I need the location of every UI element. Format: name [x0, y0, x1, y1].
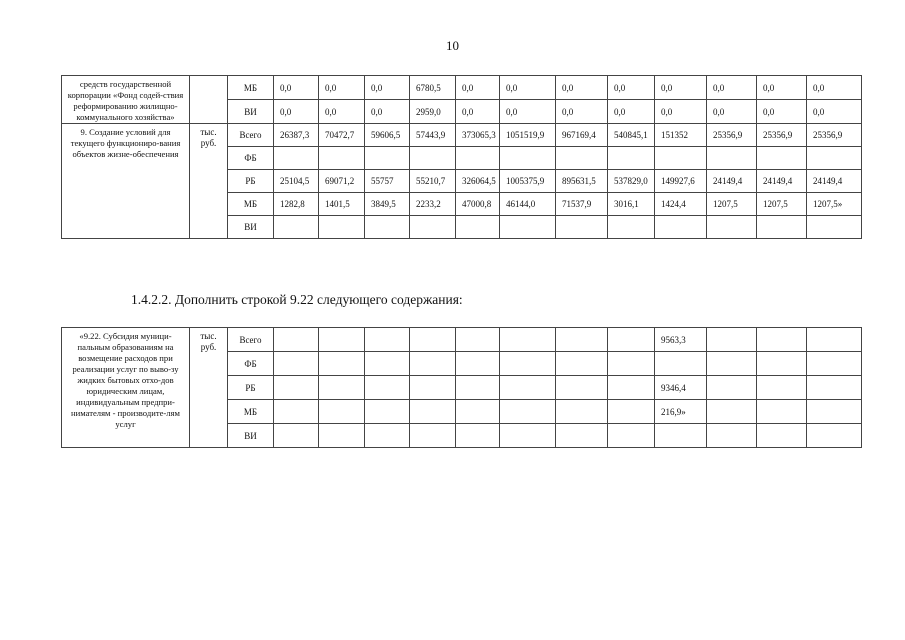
budget-table-continued — [61, 75, 862, 239]
value-cell: 24149,4 — [807, 170, 862, 193]
value-cell — [500, 376, 556, 400]
funding-source: ВИ — [228, 424, 274, 448]
funding-source: МБ — [228, 193, 274, 216]
value-cell — [608, 147, 655, 170]
funding-source: РБ — [228, 376, 274, 400]
value-cell — [365, 376, 410, 400]
value-cell — [456, 400, 500, 424]
value-cell — [807, 147, 862, 170]
value-cell: 47000,8 — [456, 193, 500, 216]
value-cell: 25356,9 — [807, 124, 862, 147]
value-cell: 69071,2 — [319, 170, 365, 193]
value-cell: 2233,2 — [410, 193, 456, 216]
value-cell — [365, 216, 410, 239]
value-cell — [707, 424, 757, 448]
value-cell — [456, 376, 500, 400]
value-cell: 326064,5 — [456, 170, 500, 193]
value-cell — [757, 352, 807, 376]
value-cell — [655, 147, 707, 170]
value-cell — [556, 352, 608, 376]
value-cell: 1051519,9 — [500, 124, 556, 147]
value-cell — [757, 328, 807, 352]
value-cell — [608, 424, 655, 448]
instruction-paragraph: 1.4.2.2. Дополнить строкой 9.22 следующего содержания: — [131, 292, 463, 307]
funding-source: МБ — [228, 76, 274, 100]
value-cell — [456, 216, 500, 239]
value-cell — [556, 376, 608, 400]
value-cell — [707, 400, 757, 424]
value-cell: 59606,5 — [365, 124, 410, 147]
value-cell: 0,0 — [707, 76, 757, 100]
row-unit: тыс. руб. — [190, 328, 228, 448]
value-cell: 0,0 — [500, 100, 556, 124]
value-cell — [274, 376, 319, 400]
value-cell: 71537,9 — [556, 193, 608, 216]
value-cell — [807, 328, 862, 352]
value-cell — [556, 400, 608, 424]
value-cell: 0,0 — [500, 76, 556, 100]
value-cell: 0,0 — [456, 100, 500, 124]
value-cell: 0,0 — [608, 76, 655, 100]
value-cell: 3849,5 — [365, 193, 410, 216]
value-cell — [365, 328, 410, 352]
value-cell — [274, 328, 319, 352]
value-cell — [500, 424, 556, 448]
value-cell — [500, 328, 556, 352]
value-cell: 0,0 — [274, 76, 319, 100]
value-cell — [556, 216, 608, 239]
value-cell: 0,0 — [365, 100, 410, 124]
value-cell: 0,0 — [319, 100, 365, 124]
value-cell: 216,9» — [655, 400, 707, 424]
table-row — [62, 76, 862, 100]
value-cell: 537829,0 — [608, 170, 655, 193]
value-cell: 0,0 — [456, 76, 500, 100]
value-cell: 0,0 — [608, 100, 655, 124]
value-cell: 9563,3 — [655, 328, 707, 352]
funding-source: Всего — [228, 328, 274, 352]
funding-source: РБ — [228, 170, 274, 193]
funding-source: ВИ — [228, 216, 274, 239]
funding-source: ВИ — [228, 100, 274, 124]
funding-source: ФБ — [228, 352, 274, 376]
value-cell: 55757 — [365, 170, 410, 193]
value-cell: 2959,0 — [410, 100, 456, 124]
value-cell: 24149,4 — [757, 170, 807, 193]
row-description: средств государственной корпорации «Фонд содей-ствия реформированию жилищно-коммунального хозяйства» — [62, 76, 190, 124]
value-cell: 1005375,9 — [500, 170, 556, 193]
value-cell: 0,0 — [707, 100, 757, 124]
value-cell — [365, 400, 410, 424]
value-cell — [456, 352, 500, 376]
value-cell — [807, 400, 862, 424]
value-cell — [807, 376, 862, 400]
value-cell: 1207,5 — [707, 193, 757, 216]
funding-source: ФБ — [228, 147, 274, 170]
value-cell: 6780,5 — [410, 76, 456, 100]
value-cell — [707, 376, 757, 400]
value-cell — [319, 216, 365, 239]
value-cell: 1282,8 — [274, 193, 319, 216]
row-description: «9.22. Субсидия муници-пальным образованиям на возмещение расходов при реализации услуг по выво-зу жидких бытовых отхо-дов юридическим лицам, индивидуальным предпри-нимателям - производите-лям услуг — [62, 328, 190, 448]
value-cell: 967169,4 — [556, 124, 608, 147]
value-cell — [655, 216, 707, 239]
value-cell — [500, 352, 556, 376]
value-cell — [608, 400, 655, 424]
value-cell — [410, 400, 456, 424]
value-cell — [655, 352, 707, 376]
value-cell — [319, 328, 365, 352]
value-cell — [757, 376, 807, 400]
value-cell — [319, 352, 365, 376]
value-cell — [707, 352, 757, 376]
value-cell — [456, 147, 500, 170]
value-cell — [500, 400, 556, 424]
value-cell: 895631,5 — [556, 170, 608, 193]
value-cell: 0,0 — [807, 76, 862, 100]
value-cell: 3016,1 — [608, 193, 655, 216]
value-cell — [410, 147, 456, 170]
value-cell: 151352 — [655, 124, 707, 147]
value-cell: 373065,3 — [456, 124, 500, 147]
value-cell — [410, 376, 456, 400]
page-number: 10 — [446, 38, 459, 53]
value-cell: 540845,1 — [608, 124, 655, 147]
value-cell: 0,0 — [757, 100, 807, 124]
value-cell — [274, 352, 319, 376]
value-cell — [456, 328, 500, 352]
value-cell: 0,0 — [274, 100, 319, 124]
value-cell — [608, 376, 655, 400]
value-cell — [608, 216, 655, 239]
value-cell — [410, 216, 456, 239]
value-cell: 149927,6 — [655, 170, 707, 193]
value-cell — [556, 328, 608, 352]
value-cell — [319, 376, 365, 400]
value-cell — [807, 352, 862, 376]
value-cell — [274, 147, 319, 170]
value-cell: 0,0 — [365, 76, 410, 100]
value-cell: 0,0 — [319, 76, 365, 100]
value-cell: 24149,4 — [707, 170, 757, 193]
value-cell — [608, 328, 655, 352]
value-cell — [707, 216, 757, 239]
value-cell: 0,0 — [807, 100, 862, 124]
value-cell — [608, 352, 655, 376]
table-row — [62, 328, 862, 352]
value-cell: 1207,5» — [807, 193, 862, 216]
value-cell: 0,0 — [556, 76, 608, 100]
budget-table-row-9-22 — [61, 327, 862, 448]
value-cell — [556, 147, 608, 170]
funding-source: МБ — [228, 400, 274, 424]
value-cell — [556, 424, 608, 448]
value-cell: 9346,4 — [655, 376, 707, 400]
value-cell — [274, 216, 319, 239]
value-cell: 46144,0 — [500, 193, 556, 216]
value-cell — [365, 352, 410, 376]
value-cell: 1401,5 — [319, 193, 365, 216]
value-cell: 25356,9 — [757, 124, 807, 147]
funding-source: Всего — [228, 124, 274, 147]
value-cell — [757, 400, 807, 424]
value-cell — [807, 216, 862, 239]
value-cell: 25356,9 — [707, 124, 757, 147]
value-cell — [757, 424, 807, 448]
value-cell: 57443,9 — [410, 124, 456, 147]
value-cell: 26387,3 — [274, 124, 319, 147]
value-cell: 55210,7 — [410, 170, 456, 193]
value-cell — [500, 147, 556, 170]
value-cell: 25104,5 — [274, 170, 319, 193]
value-cell — [456, 424, 500, 448]
row-unit: тыс. руб. — [190, 124, 228, 239]
value-cell — [500, 216, 556, 239]
value-cell — [274, 400, 319, 424]
value-cell — [410, 352, 456, 376]
value-cell — [365, 147, 410, 170]
value-cell: 1207,5 — [757, 193, 807, 216]
value-cell — [757, 216, 807, 239]
value-cell — [757, 147, 807, 170]
row-description: 9. Создание условий для текущего функциониро-вания объектов жизне-обеспечения — [62, 124, 190, 239]
value-cell — [274, 424, 319, 448]
value-cell — [319, 424, 365, 448]
value-cell — [410, 328, 456, 352]
value-cell — [365, 424, 410, 448]
value-cell: 0,0 — [655, 100, 707, 124]
value-cell — [410, 424, 456, 448]
value-cell: 0,0 — [757, 76, 807, 100]
value-cell — [319, 147, 365, 170]
value-cell: 70472,7 — [319, 124, 365, 147]
value-cell: 1424,4 — [655, 193, 707, 216]
value-cell — [707, 328, 757, 352]
row-unit — [190, 76, 228, 124]
value-cell — [707, 147, 757, 170]
value-cell: 0,0 — [655, 76, 707, 100]
value-cell — [319, 400, 365, 424]
value-cell — [655, 424, 707, 448]
table-row — [62, 124, 862, 147]
value-cell — [807, 424, 862, 448]
value-cell: 0,0 — [556, 100, 608, 124]
